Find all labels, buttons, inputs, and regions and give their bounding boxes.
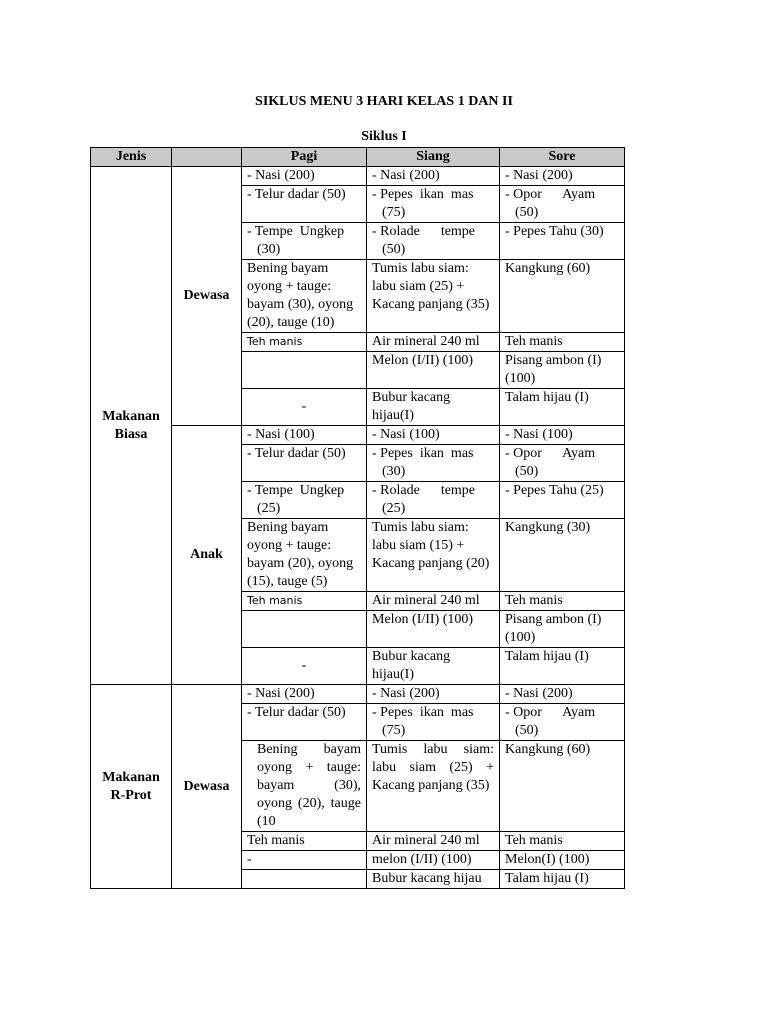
cell: Air mineral 240 ml <box>367 832 500 851</box>
cell: Melon (I/II) (100) <box>367 352 500 389</box>
cell: Talam hijau (I) <box>500 648 625 685</box>
header-sore: Sore <box>500 148 625 167</box>
cell: - Nasi (200) <box>367 167 500 186</box>
cell: - Nasi (100) <box>242 426 367 445</box>
document-title: SIKLUS MENU 3 HARI KELAS 1 DAN II <box>255 94 513 109</box>
cell: Talam hijau (I) <box>500 870 625 889</box>
cell: Kangkung (30) <box>500 519 625 592</box>
table-row <box>91 685 625 704</box>
cell: - Opor Ayam (50) <box>500 445 625 482</box>
cell: Melon (I/II) (100) <box>367 611 500 648</box>
cell: - Opor Ayam (50) <box>500 186 625 223</box>
cell: - Nasi (200) <box>500 167 625 186</box>
cell: Tumis labu siam: labu siam (25) + Kacang panjang (35) <box>367 741 500 832</box>
cell: Pisang ambon (I) (100) <box>500 352 625 389</box>
cell: - Telur dadar (50) <box>242 704 367 741</box>
cell: - Nasi (200) <box>242 167 367 186</box>
cell <box>242 352 367 389</box>
header-row <box>91 148 625 167</box>
menu-cycle-table <box>90 147 625 889</box>
table-row <box>91 426 625 445</box>
cell: Teh manis <box>500 832 625 851</box>
cell: - <box>242 389 367 426</box>
table-row <box>91 167 625 186</box>
group-makanan-rprot: Makanan R-Prot <box>91 685 172 889</box>
cell: Bening bayam oyong + tauge: bayam (30), oyong (20), tauge (10 <box>242 741 367 832</box>
cell: - Rolade tempe (50) <box>367 223 500 260</box>
cell: - Telur dadar (50) <box>242 445 367 482</box>
cell: Bening bayam oyong + tauge: bayam (30), oyong (20), tauge (10) <box>242 260 367 333</box>
cell: Teh manis <box>500 592 625 611</box>
cell: - Pepes Tahu (25) <box>500 482 625 519</box>
cell: - Opor Ayam (50) <box>500 704 625 741</box>
cell: - Nasi (200) <box>500 685 625 704</box>
header-jenis: Jenis <box>91 148 172 167</box>
cell: Tumis labu siam: labu siam (25) + Kacang panjang (35) <box>367 260 500 333</box>
cell: - Pepes Tahu (30) <box>500 223 625 260</box>
header-siang: Siang <box>367 148 500 167</box>
header-pagi: Pagi <box>242 148 367 167</box>
subgroup-anak: Anak <box>172 426 242 685</box>
cell: Melon(I) (100) <box>500 851 625 870</box>
cell: - Pepes ikan mas (75) <box>367 704 500 741</box>
cell: Teh manis <box>242 333 367 352</box>
cell <box>242 611 367 648</box>
subgroup-dewasa: Dewasa <box>172 685 242 889</box>
cell: Bubur kacang hijau(I) <box>367 648 500 685</box>
cell: - Tempe Ungkep (25) <box>242 482 367 519</box>
cell: melon (I/II) (100) <box>367 851 500 870</box>
cell: Air mineral 240 ml <box>367 592 500 611</box>
cell <box>242 870 367 889</box>
cell: - <box>242 648 367 685</box>
cell: Tumis labu siam: labu siam (15) + Kacang panjang (20) <box>367 519 500 592</box>
cell: Bubur kacang hijau(I) <box>367 389 500 426</box>
cell: Talam hijau (I) <box>500 389 625 426</box>
cell: - Pepes ikan mas (30) <box>367 445 500 482</box>
cell: Air mineral 240 ml <box>367 333 500 352</box>
cell: - Rolade tempe (25) <box>367 482 500 519</box>
cell: - Tempe Ungkep (30) <box>242 223 367 260</box>
cell: Kangkung (60) <box>500 260 625 333</box>
cell: Bening bayam oyong + tauge: bayam (20), oyong (15), tauge (5) <box>242 519 367 592</box>
cell: Kangkung (60) <box>500 741 625 832</box>
group-makanan-biasa: Makanan Biasa <box>91 167 172 685</box>
cell: - Nasi (200) <box>242 685 367 704</box>
cycle-subtitle: Siklus I <box>361 129 407 144</box>
cell: - Nasi (100) <box>367 426 500 445</box>
cell: Teh manis <box>242 832 367 851</box>
cell: - <box>242 851 367 870</box>
cell: - Nasi (100) <box>500 426 625 445</box>
cell: Pisang ambon (I) (100) <box>500 611 625 648</box>
cell: - Nasi (200) <box>367 685 500 704</box>
cell: Teh manis <box>500 333 625 352</box>
cell: - Pepes ikan mas (75) <box>367 186 500 223</box>
cell: - Telur dadar (50) <box>242 186 367 223</box>
subgroup-dewasa: Dewasa <box>172 167 242 426</box>
cell: Bubur kacang hijau <box>367 870 500 889</box>
header-blank <box>172 148 242 167</box>
cell: Teh manis <box>242 592 367 611</box>
